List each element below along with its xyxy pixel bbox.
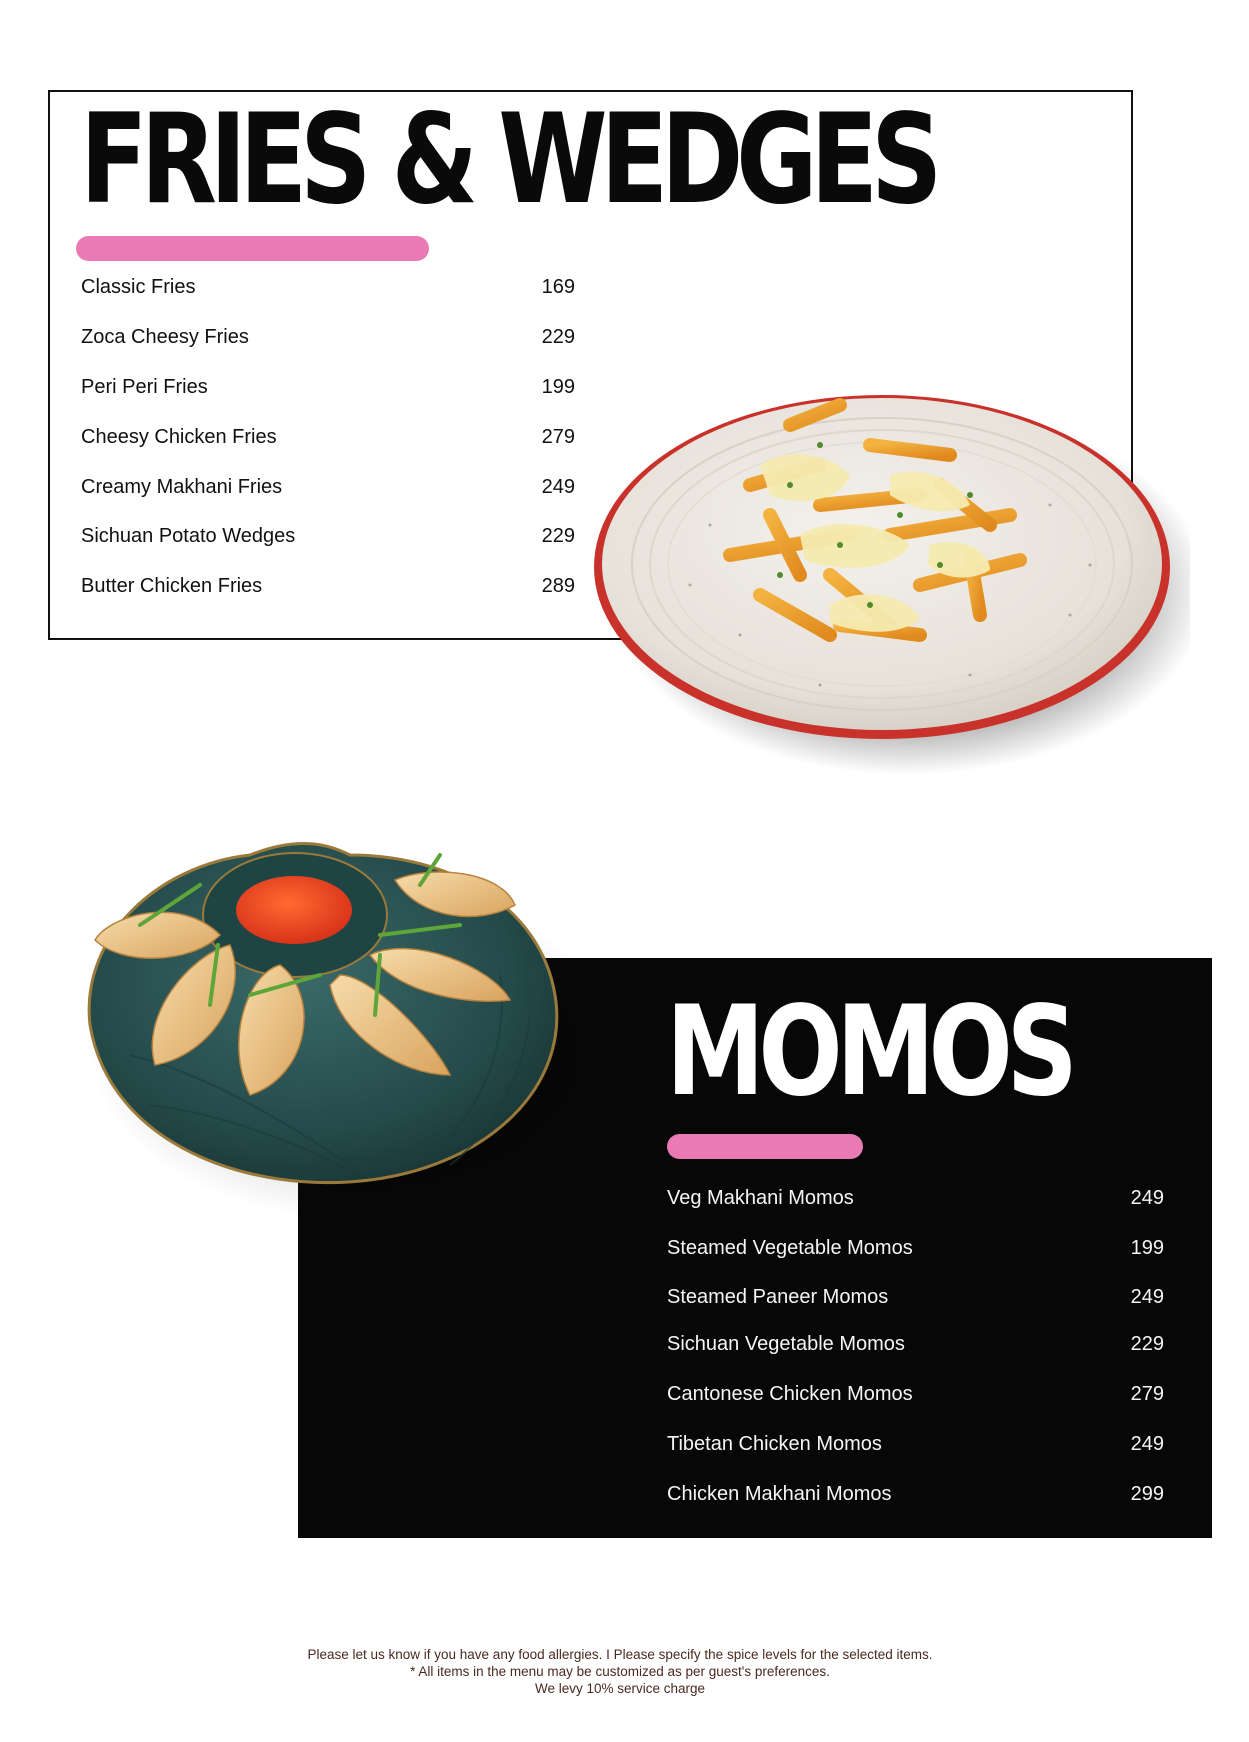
menu-item	[667, 1379, 1164, 1409]
menu-item-price: 299	[1130, 1483, 1164, 1505]
menu-item-name: Creamy Makhani Fries	[81, 476, 283, 498]
menu-item-price: 249	[1130, 1286, 1164, 1308]
menu-item-name: Zoca Cheesy Fries	[81, 326, 249, 348]
menu-item	[667, 1479, 1164, 1509]
menu-item-price: 279	[541, 426, 575, 448]
menu-item-name: Steamed Paneer Momos	[667, 1286, 889, 1308]
menu-item	[81, 322, 575, 352]
menu-item-name: Classic Fries	[81, 276, 196, 298]
menu-item	[667, 1429, 1164, 1459]
menu-item-price: 249	[1130, 1187, 1164, 1209]
menu-item-price: 229	[541, 326, 575, 348]
momos-section-title: MOMOS	[666, 980, 1072, 1124]
menu-footer-notes	[0, 1646, 1240, 1697]
menu-item-price: 279	[1130, 1383, 1164, 1405]
menu-item-name: Cantonese Chicken Momos	[667, 1383, 913, 1405]
menu-item-price: 249	[1130, 1433, 1164, 1455]
menu-item-name: Butter Chicken Fries	[81, 575, 263, 597]
menu-item-name: Peri Peri Fries	[81, 376, 208, 398]
menu-item	[81, 472, 575, 502]
momos-menu-list	[667, 1183, 1164, 1513]
fries-title-underline	[76, 236, 429, 261]
menu-item	[81, 571, 575, 601]
menu-item-name: Sichuan Vegetable Momos	[667, 1333, 905, 1355]
menu-item-price: 229	[1130, 1333, 1164, 1355]
menu-item-price: 199	[541, 376, 575, 398]
menu-item-price: 229	[541, 525, 575, 547]
momos-title-underline	[667, 1134, 863, 1159]
footer-customization-note: * All items in the menu may be customized as per guest's preferences.	[410, 1664, 830, 1679]
menu-item	[667, 1329, 1164, 1359]
menu-item-price: 249	[541, 476, 575, 498]
menu-item-name: Tibetan Chicken Momos	[667, 1433, 882, 1455]
momo-plate-image	[70, 825, 630, 1225]
menu-item-price: 289	[541, 575, 575, 597]
menu-item-price: 169	[541, 276, 575, 298]
menu-item	[667, 1282, 1164, 1312]
menu-item	[81, 422, 575, 452]
menu-item-name: Steamed Vegetable Momos	[667, 1237, 913, 1259]
menu-item	[667, 1183, 1164, 1213]
menu-item	[667, 1233, 1164, 1263]
menu-item	[81, 372, 575, 402]
menu-item	[81, 521, 575, 551]
menu-item-name: Veg Makhani Momos	[667, 1187, 854, 1209]
menu-item-name: Sichuan Potato Wedges	[81, 525, 296, 547]
fries-plate-image	[590, 385, 1190, 775]
fries-menu-list	[81, 272, 575, 612]
menu-item	[81, 272, 575, 302]
fries-section-title: FRIES & WEDGES	[80, 88, 936, 232]
footer-allergy-note: Please let us know if you have any food allergies. I Please specify the spice levels for the selected items.	[307, 1647, 933, 1662]
footer-service-charge-note: We levy 10% service charge	[534, 1681, 706, 1696]
menu-item-name: Cheesy Chicken Fries	[81, 426, 277, 448]
menu-item-name: Chicken Makhani Momos	[667, 1483, 892, 1505]
menu-item-price: 199	[1130, 1237, 1164, 1259]
